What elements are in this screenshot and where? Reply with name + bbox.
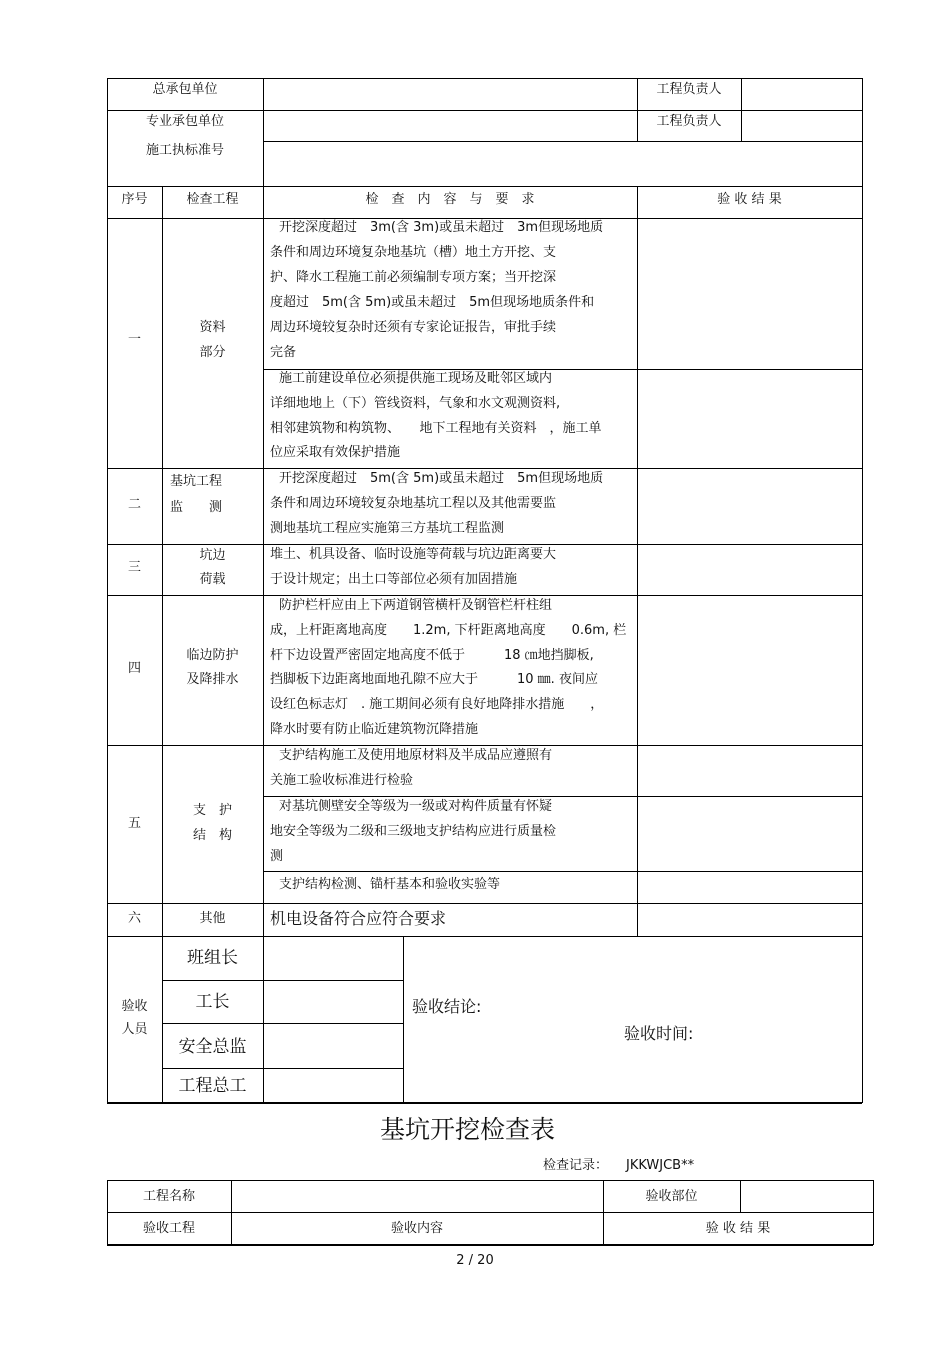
content-line: 条件和周边环境复杂地基坑（槽）地土方开挖、支 xyxy=(270,245,557,260)
row-item: 临边防护 xyxy=(186,648,239,663)
role-safety-director: 安全总监 xyxy=(178,1037,247,1057)
role-chief-engineer: 工程总工 xyxy=(178,1076,247,1096)
content-line: 测 xyxy=(270,849,284,864)
content-line: 测地基坑工程应实施第三方基坑工程监测 xyxy=(270,521,505,536)
content-line: 相邻建筑物和构筑物、 地下工程地有关资料 ，施工单 xyxy=(270,421,602,436)
content-line: 防护栏杆应由上下两道钢管横杆及钢管栏杆柱组 xyxy=(279,598,553,613)
accept-content-label: 验收内容 xyxy=(390,1221,443,1236)
row-seq: 一 xyxy=(127,332,141,347)
page-title: 基坑开挖检查表 xyxy=(379,1115,555,1144)
page-number: 2 / 20 xyxy=(456,1253,494,1268)
content-line: 开挖深度超过 5m(含 5m)或虽未超过 5m但现场地质 xyxy=(279,471,604,486)
general-contractor-label: 总承包单位 xyxy=(152,82,218,97)
row-item: 坑边 xyxy=(199,548,226,563)
row-item: 资料 xyxy=(199,320,226,335)
content-line: 设红色标志灯 . 施工期间必须有良好地降排水措施 ， xyxy=(270,697,604,712)
content-line: 挡脚板下边距离地面地孔隙不应大于 10 ㎜. 夜间应 xyxy=(270,672,598,687)
project-leader-label: 工程负责人 xyxy=(656,82,722,97)
project-leader-label: 工程负责人 xyxy=(656,114,722,129)
accept-part-label: 验收部位 xyxy=(645,1189,698,1204)
record-code: JKKWJCB** xyxy=(626,1158,695,1173)
content-line: 开挖深度超过 3m(含 3m)或虽未超过 3m但现场地质 xyxy=(279,220,604,235)
row-seq: 二 xyxy=(127,497,141,512)
col-header-seq: 序号 xyxy=(121,192,148,207)
row-seq: 五 xyxy=(127,816,141,831)
record-label: 检查记录： xyxy=(543,1158,609,1173)
content-line: 度超过 5m(含 5m)或虽未超过 5m但现场地质条件和 xyxy=(270,295,595,310)
row-seq: 六 xyxy=(127,911,141,926)
row-item: 监 测 xyxy=(170,500,223,515)
row-item: 基坑工程 xyxy=(170,474,223,489)
acceptance-label: 验收 xyxy=(121,999,148,1014)
content-line: 地安全等级为二级和三级地支护结构应进行质量检 xyxy=(270,824,557,839)
standard-label: 施工执标准号 xyxy=(145,143,224,158)
row-item: 结 构 xyxy=(192,828,232,843)
specialty-contractor-label: 专业承包单位 xyxy=(145,114,224,129)
row-item: 支 护 xyxy=(192,803,232,818)
col-header-content: 检 查 内 容 与 要 求 xyxy=(365,192,535,207)
col-header-item: 检查工程 xyxy=(186,192,239,207)
role-foreman: 工长 xyxy=(195,992,230,1012)
content-line: 成，上杆距离地高度 1.2m, 下杆距离地高度 0.6m, 栏 xyxy=(270,623,627,638)
row-item: 部分 xyxy=(199,345,226,360)
content-line: 位应采取有效保护措施 xyxy=(270,445,401,460)
role-team-leader: 班组长 xyxy=(187,948,238,968)
content-line: 机电设备符合应符合要求 xyxy=(270,909,447,928)
content-line: 于设计规定；出土口等部位必须有加固措施 xyxy=(270,572,518,587)
row-item: 其他 xyxy=(199,911,226,926)
acceptance-time: 验收时间: xyxy=(624,1024,694,1043)
row-item: 荷载 xyxy=(199,572,226,587)
content-line: 关施工验收标准进行检验 xyxy=(270,773,414,788)
project-name-label: 工程名称 xyxy=(142,1189,195,1204)
acceptance-label: 人员 xyxy=(121,1022,148,1037)
col-header-result: 验 收 结 果 xyxy=(717,192,782,207)
content-line: 支护结构施工及使用地原材料及半成品应遵照有 xyxy=(279,748,553,763)
content-line: 杆下边设置严密固定地高度不低于 18 ㎝地挡脚板, xyxy=(270,648,594,663)
row-seq: 三 xyxy=(127,560,141,575)
acceptance-conclusion: 验收结论: xyxy=(412,997,482,1016)
content-line: 详细地地上（下）管线资料，气象和水文观测资料, xyxy=(270,396,561,411)
content-line: 降水时要有防止临近建筑物沉降措施 xyxy=(270,722,479,737)
accept-item-label: 验收工程 xyxy=(142,1221,195,1236)
content-line: 对基坑侧壁安全等级为一级或对构件质量有怀疑 xyxy=(279,799,553,814)
content-line: 护、降水工程施工前必须编制专项方案；当开挖深 xyxy=(270,270,557,285)
content-line: 条件和周边环境较复杂地基坑工程以及其他需要监 xyxy=(270,496,557,511)
content-line: 完备 xyxy=(270,345,297,360)
content-line: 施工前建设单位必须提供施工现场及毗邻区域内 xyxy=(279,371,553,386)
accept-result-label: 验 收 结 果 xyxy=(705,1221,771,1236)
content-line: 支护结构检测、锚杆基本和验收实验等 xyxy=(279,877,501,892)
content-line: 周边环境较复杂时还须有专家论证报告，审批手续 xyxy=(270,320,557,335)
row-seq: 四 xyxy=(127,661,141,676)
row-item: 及降排水 xyxy=(186,672,239,687)
content-line: 堆土、机具设备、临时设施等荷载与坑边距离要大 xyxy=(270,547,557,562)
